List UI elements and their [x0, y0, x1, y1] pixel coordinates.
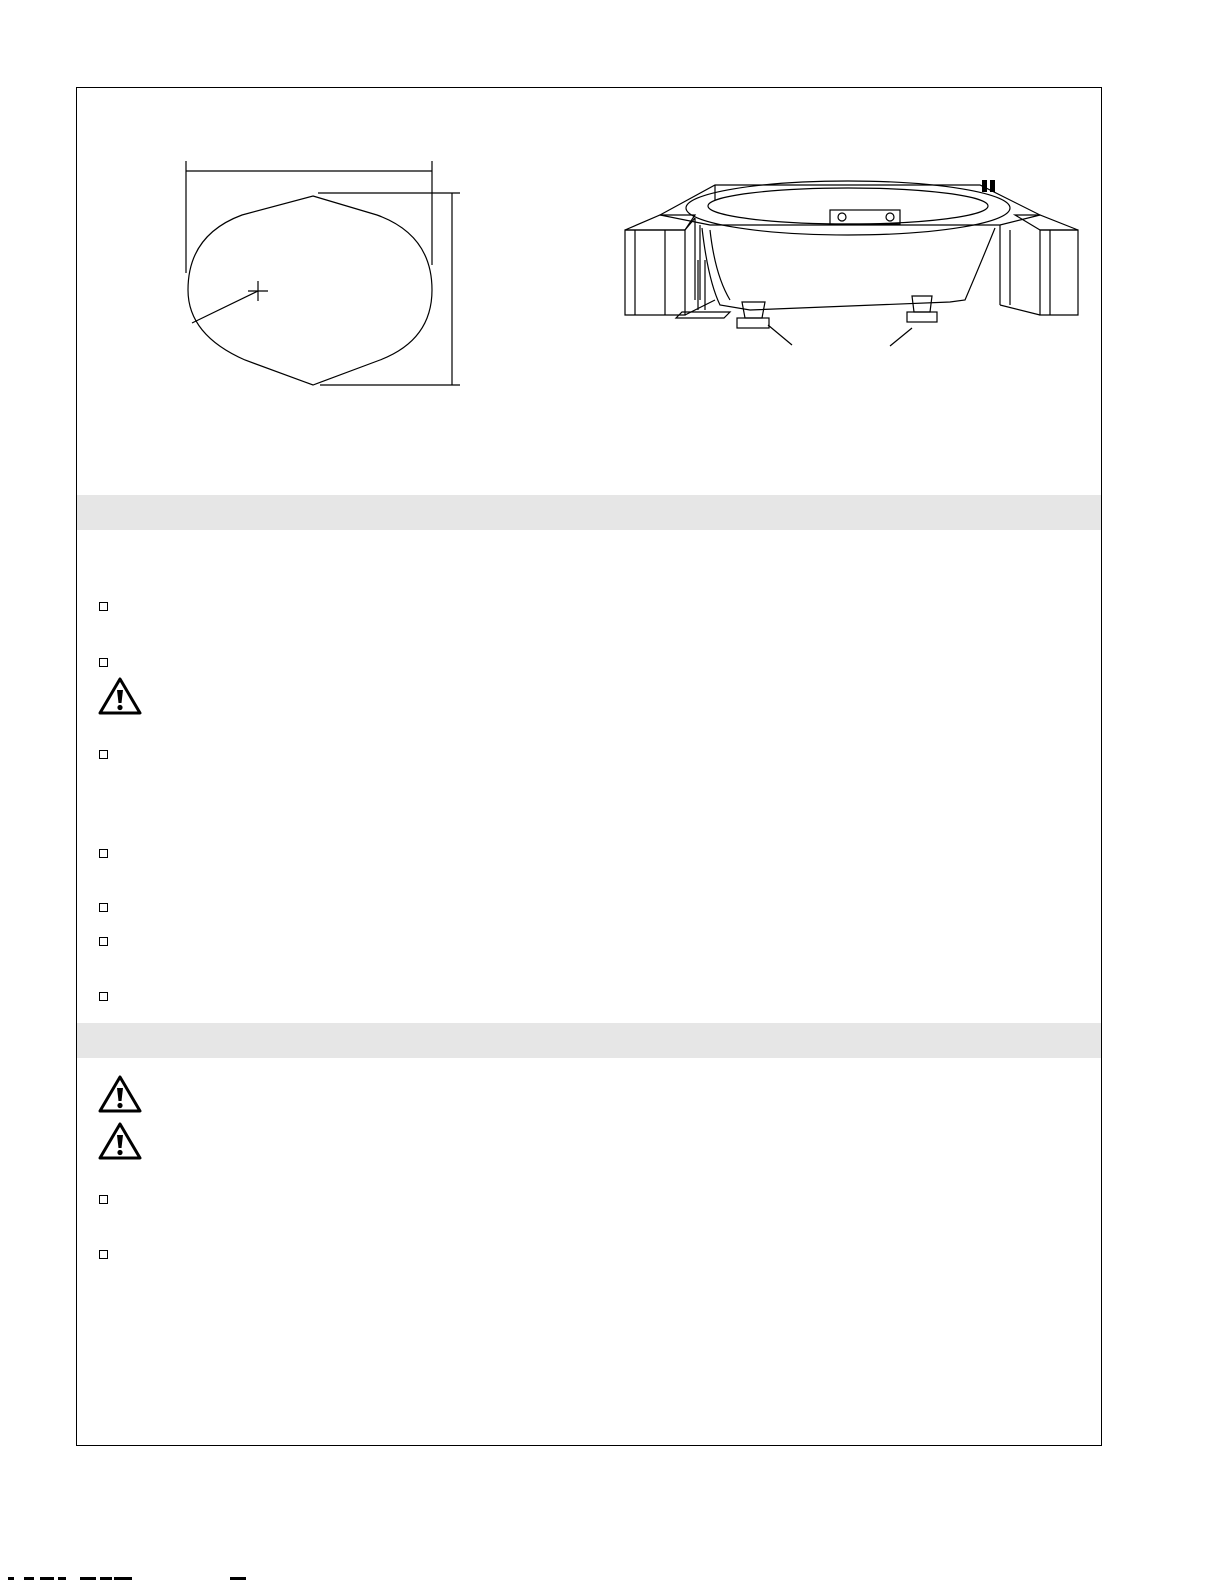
warning-triangle-icon	[97, 1121, 143, 1161]
warning-triangle-icon	[97, 676, 143, 716]
checkbox-icon	[99, 937, 108, 946]
section-band-2	[77, 1023, 1101, 1058]
top-view-cutout-diagram	[180, 155, 470, 395]
checkbox-icon	[99, 992, 108, 1001]
checkbox-icon	[99, 1250, 108, 1259]
checkbox-icon	[99, 602, 108, 611]
bath-installation-illustration	[620, 170, 1085, 350]
warning-triangle-icon	[97, 1074, 143, 1114]
checkbox-icon	[99, 750, 108, 759]
checkbox-icon	[99, 849, 108, 858]
checkbox-icon	[99, 1195, 108, 1204]
footer-fragment	[0, 1568, 260, 1585]
checkbox-icon	[99, 658, 108, 667]
checkbox-icon	[99, 903, 108, 912]
section-band-1	[77, 495, 1101, 530]
